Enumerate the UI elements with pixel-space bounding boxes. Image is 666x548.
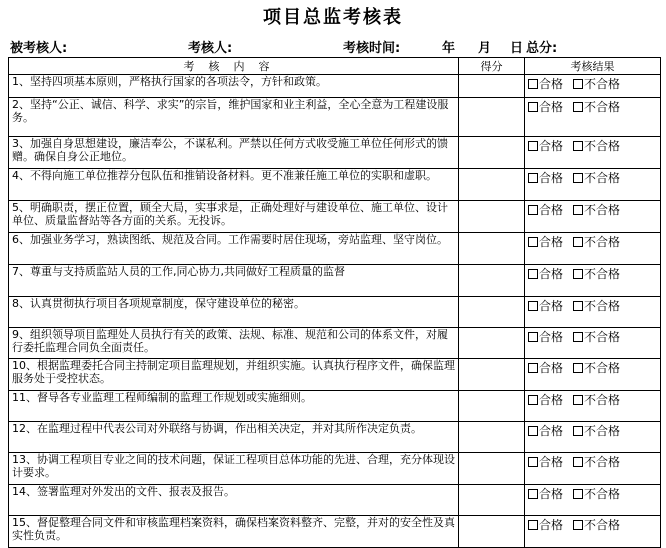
pass-label: 合格: [539, 455, 564, 469]
assessment-rows: [9, 75, 661, 548]
score-cell[interactable]: [459, 169, 525, 201]
checkbox-square-icon: [573, 205, 583, 215]
table-row: [9, 137, 661, 169]
checkbox-square-icon: [573, 395, 583, 405]
score-cell[interactable]: [459, 233, 525, 265]
result-cell: [525, 516, 661, 548]
result-cell: [525, 233, 661, 265]
table-row: [9, 75, 661, 98]
pass-label: 合格: [539, 330, 564, 344]
result-cell: [525, 201, 661, 233]
criterion-text: 1、坚持四项基本原则，严格执行国家的各项法令，方针和政策。: [9, 75, 459, 98]
checkbox-square-icon: [573, 457, 583, 467]
checkbox-square-icon: [528, 205, 538, 215]
fail-label: 不合格: [584, 393, 621, 407]
fail-checkbox[interactable]: [573, 77, 620, 91]
checkbox-square-icon: [573, 332, 583, 342]
table-row: [9, 516, 661, 548]
pass-label: 合格: [539, 487, 564, 501]
pass-checkbox[interactable]: [528, 518, 563, 532]
pass-checkbox[interactable]: [528, 299, 563, 313]
pass-checkbox[interactable]: [528, 393, 563, 407]
table-row: [9, 201, 661, 233]
pass-checkbox[interactable]: [528, 267, 563, 281]
result-cell: [525, 169, 661, 201]
fail-checkbox[interactable]: [573, 235, 620, 249]
fail-label: 不合格: [584, 299, 621, 313]
score-cell[interactable]: [459, 453, 525, 485]
score-cell[interactable]: [459, 516, 525, 548]
pass-label: 合格: [539, 393, 564, 407]
table-row: [9, 359, 661, 391]
criterion-text: 12、在监理过程中代表公司对外联络与协调，作出相关决定，并对其所作决定负责。: [9, 422, 459, 453]
result-cell: [525, 98, 661, 137]
pass-checkbox[interactable]: [528, 330, 563, 344]
fail-checkbox[interactable]: [573, 330, 620, 344]
fail-checkbox[interactable]: [573, 455, 620, 469]
pass-label: 合格: [539, 424, 564, 438]
table-row: [9, 328, 661, 359]
criterion-text: 3、加强自身思想建设，廉洁奉公，不谋私利。严禁以任何方式收受施工单位任何形式的馈赠。确保自身公正地位。: [9, 137, 459, 169]
fail-label: 不合格: [584, 487, 621, 501]
criterion-text: 15、督促整理合同文件和审核监理档案资料，确保档案资料整齐、完整，并对的安全性及真实性负责。: [9, 516, 459, 548]
pass-checkbox[interactable]: [528, 361, 563, 375]
fail-checkbox[interactable]: [573, 518, 620, 532]
pass-label: 合格: [539, 299, 564, 313]
year-label: 年: [442, 41, 456, 56]
pass-checkbox[interactable]: [528, 424, 563, 438]
checkbox-square-icon: [528, 520, 538, 530]
fail-label: 不合格: [584, 100, 621, 114]
score-cell[interactable]: [459, 422, 525, 453]
score-cell[interactable]: [459, 391, 525, 422]
checkbox-square-icon: [528, 79, 538, 89]
checkbox-square-icon: [573, 489, 583, 499]
criterion-text: 6、加强业务学习，熟读图纸、规范及合同。工作需要时居住现场，旁站监理、坚守岗位。: [9, 233, 459, 265]
checkbox-square-icon: [528, 237, 538, 247]
pass-checkbox[interactable]: [528, 235, 563, 249]
pass-checkbox[interactable]: [528, 100, 563, 114]
pass-label: 合格: [539, 77, 564, 91]
checkbox-square-icon: [528, 457, 538, 467]
pass-checkbox[interactable]: [528, 139, 563, 153]
fail-label: 不合格: [584, 77, 621, 91]
score-cell[interactable]: [459, 359, 525, 391]
pass-label: 合格: [539, 518, 564, 532]
score-column-header: 得分: [459, 58, 525, 75]
fail-label: 不合格: [584, 330, 621, 344]
result-cell: [525, 328, 661, 359]
pass-label: 合格: [539, 235, 564, 249]
score-cell[interactable]: [459, 485, 525, 516]
fail-checkbox[interactable]: [573, 299, 620, 313]
checkbox-square-icon: [573, 173, 583, 183]
criterion-text: 8、认真贯彻执行项目各项规章制度，保守建设单位的秘密。: [9, 297, 459, 328]
checkbox-square-icon: [573, 426, 583, 436]
assessee-label: 被考核人:: [10, 41, 68, 56]
pass-label: 合格: [539, 267, 564, 281]
checkbox-square-icon: [528, 426, 538, 436]
pass-label: 合格: [539, 100, 564, 114]
result-cell: [525, 391, 661, 422]
result-cell: [525, 137, 661, 169]
content-column-header: 考核内容: [9, 58, 459, 75]
score-cell[interactable]: [459, 328, 525, 359]
total-score-label: 总分:: [526, 41, 558, 56]
fail-checkbox[interactable]: [573, 100, 620, 114]
table-header-row: [9, 58, 661, 75]
criterion-text: 4、不得向施工单位推荐分包队伍和推销设备材料。更不准兼任施工单位的实职和虚职。: [9, 169, 459, 201]
assessment-table: [8, 57, 661, 548]
result-cell: [525, 359, 661, 391]
checkbox-square-icon: [573, 520, 583, 530]
criterion-text: 9、组织领导项目监理处人员执行有关的政策、法规、标准、规范和公司的体系文件，对履行委托监理合同负全面责任。: [9, 328, 459, 359]
result-cell: [525, 297, 661, 328]
pass-label: 合格: [539, 203, 564, 217]
checkbox-square-icon: [573, 301, 583, 311]
result-cell: [525, 265, 661, 297]
table-row: [9, 169, 661, 201]
fail-checkbox[interactable]: [573, 393, 620, 407]
criterion-text: 5、明确职责，摆正位置，顾全大局，实事求是，正确处理好与建设单位、施工单位、设计单位、质量监督站等各方面的关系。无投诉。: [9, 201, 459, 233]
checkbox-square-icon: [573, 269, 583, 279]
score-cell[interactable]: [459, 201, 525, 233]
score-cell[interactable]: [459, 265, 525, 297]
checkbox-square-icon: [528, 332, 538, 342]
checkbox-square-icon: [528, 102, 538, 112]
month-label: 月: [478, 41, 492, 56]
checkbox-square-icon: [528, 173, 538, 183]
criterion-text: 7、尊重与支持质监站人员的工作,同心协力,共同做好工程质量的监督: [9, 265, 459, 297]
pass-checkbox[interactable]: [528, 77, 563, 91]
table-row: [9, 233, 661, 265]
table-row: [9, 422, 661, 453]
table-row: [9, 98, 661, 137]
day-label: 日: [510, 41, 524, 56]
table-row: [9, 297, 661, 328]
pass-label: 合格: [539, 139, 564, 153]
fail-checkbox[interactable]: [573, 424, 620, 438]
checkbox-square-icon: [528, 269, 538, 279]
fail-checkbox[interactable]: [573, 139, 620, 153]
assessor-label: 考核人:: [188, 41, 233, 56]
checkbox-square-icon: [573, 141, 583, 151]
checkbox-square-icon: [573, 79, 583, 89]
fail-label: 不合格: [584, 455, 621, 469]
table-row: [9, 485, 661, 516]
criterion-text: 10、根据监理委托合同主持制定项目监理规划，并组织实施。认真执行程序文件，确保监理服务处于受控状态。: [9, 359, 459, 391]
checkbox-square-icon: [528, 395, 538, 405]
score-cell[interactable]: [459, 137, 525, 169]
fail-checkbox[interactable]: [573, 171, 620, 185]
criterion-text: 11、督导各专业监理工程师编制的监理工作规划或实施细则。: [9, 391, 459, 422]
pass-checkbox[interactable]: [528, 171, 563, 185]
pass-checkbox[interactable]: [528, 487, 563, 501]
score-cell[interactable]: [459, 75, 525, 98]
pass-checkbox[interactable]: [528, 203, 563, 217]
checkbox-square-icon: [573, 237, 583, 247]
result-cell: [525, 453, 661, 485]
table-row: [9, 265, 661, 297]
fail-label: 不合格: [584, 139, 621, 153]
table-row: [9, 453, 661, 485]
criterion-text: 2、坚持“公正、诚信、科学、求实”的宗旨，维护国家和业主利益，全心全意为工程建设服务。: [9, 98, 459, 137]
fail-checkbox[interactable]: [573, 203, 620, 217]
fail-label: 不合格: [584, 518, 621, 532]
fail-label: 不合格: [584, 267, 621, 281]
pass-checkbox[interactable]: [528, 455, 563, 469]
pass-label: 合格: [539, 361, 564, 375]
score-cell[interactable]: [459, 98, 525, 137]
fail-label: 不合格: [584, 171, 621, 185]
fail-checkbox[interactable]: [573, 267, 620, 281]
table-row: [9, 391, 661, 422]
result-cell: [525, 485, 661, 516]
fail-label: 不合格: [584, 424, 621, 438]
checkbox-square-icon: [528, 489, 538, 499]
fail-checkbox[interactable]: [573, 361, 620, 375]
assessment-time-label: 考核时间:: [343, 41, 401, 56]
pass-label: 合格: [539, 171, 564, 185]
fail-label: 不合格: [584, 361, 621, 375]
score-cell[interactable]: [459, 297, 525, 328]
criterion-text: 13、协调工程项目专业之间的技术问题，保证工程项目总体功能的先进、合理，充分体现设计要求。: [9, 453, 459, 485]
result-cell: [525, 75, 661, 98]
checkbox-square-icon: [528, 141, 538, 151]
result-column-header: 考核结果: [525, 58, 661, 75]
checkbox-square-icon: [528, 301, 538, 311]
checkbox-square-icon: [528, 363, 538, 373]
page-title: 项目总监考核表: [263, 7, 403, 28]
result-cell: [525, 422, 661, 453]
criterion-text: 14、签署监理对外发出的文件、报表及报告。: [9, 485, 459, 516]
fail-label: 不合格: [584, 203, 621, 217]
fail-checkbox[interactable]: [573, 487, 620, 501]
checkbox-square-icon: [573, 102, 583, 112]
checkbox-square-icon: [573, 363, 583, 373]
fail-label: 不合格: [584, 235, 621, 249]
